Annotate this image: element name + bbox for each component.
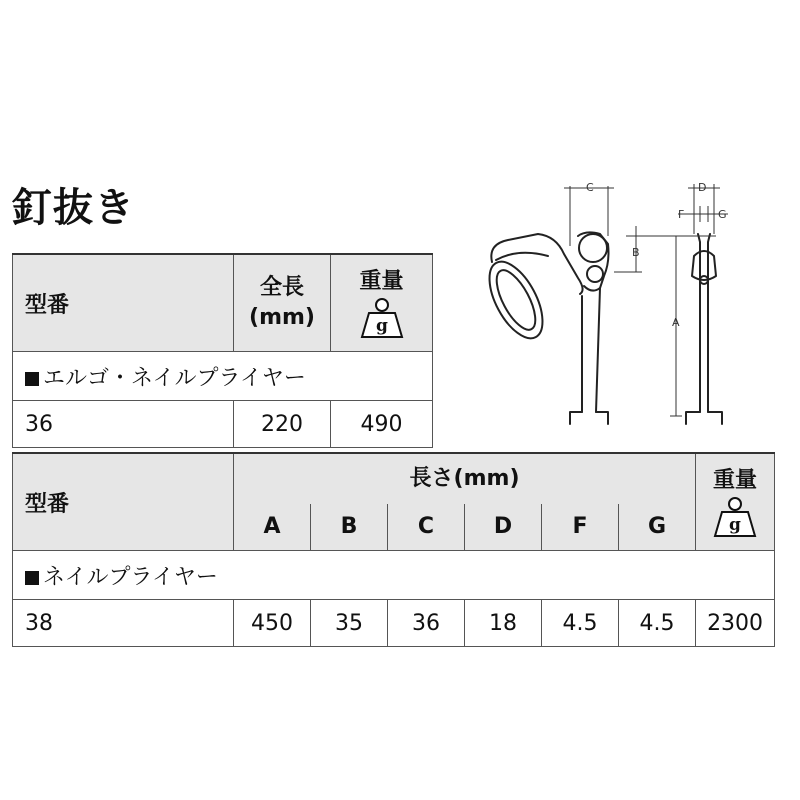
page-title: 釘抜き [12,185,135,231]
col-length-label: 全長 [259,275,304,300]
section-label [13,551,775,600]
plier-side-view [479,232,609,424]
cell-model: 38 [13,600,234,647]
cell-d: 18 [465,600,542,647]
dim-label-a: A [672,316,680,329]
section-label [13,352,433,401]
dim-label-d: D [698,181,707,194]
dim-header-d: D [465,504,542,551]
spec-table-nail-plier [12,452,775,647]
dim-label-c: C [586,181,594,194]
weight-icon [713,496,757,538]
col-weight-label: 重量 [713,468,758,493]
cell-weight: 490 [331,401,433,448]
dim-header-b: B [311,504,388,551]
col-length-header [234,254,331,352]
col-length-unit: (mm) [249,305,315,330]
dim-label-g: G [718,208,727,221]
col-model-header: 型番 [13,254,234,352]
dim-header-a: A [234,504,311,551]
dim-header-g: G [619,504,696,551]
col-weight-label: 重量 [359,269,404,294]
cell-weight: 2300 [696,600,775,647]
section-name: エルゴ・ネイルプライヤー [43,365,306,391]
col-length-header: 長さ(mm) [234,453,696,504]
cell-a: 450 [234,600,311,647]
weight-unit-label: g [729,515,742,535]
dim-header-f: F [542,504,619,551]
dim-label-f: F [678,208,685,221]
col-weight-header [696,453,775,551]
cell-b: 35 [311,600,388,647]
dim-header-c: C [388,504,465,551]
col-model-header: 型番 [13,453,234,551]
cell-model: 36 [13,401,234,448]
cell-g: 4.5 [619,600,696,647]
weight-icon [360,297,404,339]
weight-unit-label: g [375,316,388,336]
cell-c: 36 [388,600,465,647]
cell-f: 4.5 [542,600,619,647]
square-bullet-icon [25,372,39,386]
nail-plier-diagram [478,176,758,430]
spec-table-ergo [12,253,433,448]
square-bullet-icon [25,571,39,585]
section-name: ネイルプライヤー [43,564,218,590]
dim-label-b: B [632,246,640,259]
plier-front-view [686,234,722,424]
cell-length: 220 [234,401,331,448]
col-weight-header [331,254,433,352]
